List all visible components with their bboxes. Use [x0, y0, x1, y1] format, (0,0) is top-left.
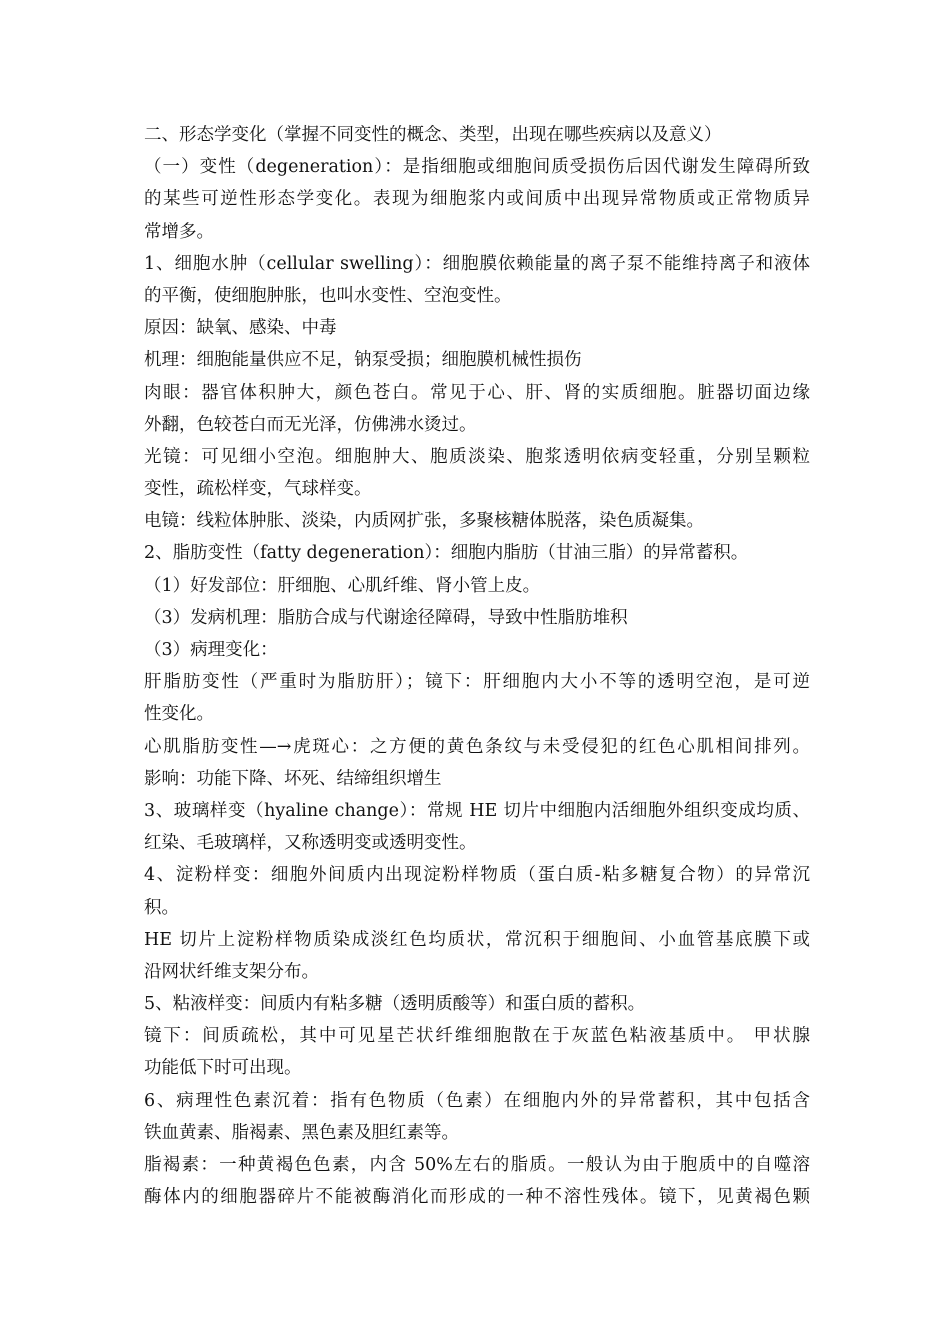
paragraph-line: 4、淀粉样变：细胞外间质内出现淀粉样物质（蛋白质-粘多糖复合物）的异常沉 [144, 865, 810, 886]
paragraph-line: 影响：功能下降、坏死、结缔组织增生 [144, 768, 442, 789]
paragraph-line: 肉眼：器官体积肿大，颜色苍白。常见于心、肝、肾的实质细胞。脏器切面边缘 [144, 382, 810, 403]
paragraph-line: 积。 [144, 897, 179, 918]
paragraph-line: 变性，疏松样变，气球样变。 [144, 479, 372, 500]
paragraph-line: （1）好发部位：肝细胞、心肌纤维、肾小管上皮。 [144, 575, 541, 596]
paragraph-line: （3）病理变化： [144, 640, 278, 660]
paragraph-line: 1、细胞水肿（cellular swelling）：细胞膜依赖能量的离子泵不能维持离子和液体 [144, 253, 810, 274]
paragraph-line: 2、脂肪变性（fatty degeneration）：细胞内脂肪（甘油三脂）的异常蓄积。 [144, 543, 749, 564]
paragraph-line: 的平衡，使细胞肿胀，也叫水变性、空泡变性。 [144, 285, 512, 306]
paragraph-line: 功能低下时可出现。 [144, 1058, 302, 1079]
paragraph-line: 脂褐素：一种黄褐色色素，内含 50%左右的脂质。一般认为由于胞质中的自噬溶 [144, 1155, 810, 1175]
paragraph-line: 心肌脂肪变性—→虎斑心：之方便的黄色条纹与未受侵犯的红色心肌相间排列。 [144, 736, 810, 757]
paragraph-line: 沿网状纤维支架分布。 [144, 961, 319, 982]
paragraph-line: （3）发病机理：脂肪合成与代谢途径障碍，导致中性脂肪堆积 [144, 607, 628, 628]
paragraph-line: （一）变性（degeneration）：是指细胞或细胞间质受损伤后因代谢发生障碍所致 [144, 157, 810, 178]
paragraph-line: 酶体内的细胞器碎片不能被酶消化而形成的一种不溶性残体。镜下，见黄褐色颗 [144, 1187, 810, 1208]
paragraph-line: 光镜：可见细小空泡。细胞肿大、胞质淡染、胞浆透明依病变轻重，分别呈颗粒 [144, 446, 810, 467]
paragraph-line: 外翻，色较苍白而无光泽，仿佛沸水烫过。 [144, 414, 477, 435]
paragraph-line: 铁血黄素、脂褐素、黑色素及胆红素等。 [144, 1122, 459, 1143]
paragraph-line: 原因：缺氧、感染、中毒 [144, 318, 337, 339]
section-heading: 二、形态学变化（掌握不同变性的概念、类型，出现在哪些疾病以及意义） [144, 125, 722, 145]
paragraph-line: 5、粘液样变：间质内有粘多糖（透明质酸等）和蛋白质的蓄积。 [144, 994, 646, 1015]
paragraph-line: 的某些可逆性形态学变化。表现为细胞浆内或间质中出现异常物质或正常物质异 [144, 189, 810, 210]
paragraph-line: 6、病理性色素沉着：指有色物质（色素）在细胞内外的异常蓄积，其中包括含 [144, 1090, 810, 1111]
paragraph-line: 肝脂肪变性（严重时为脂肪肝）；镜下：肝细胞内大小不等的透明空泡，是可逆 [144, 672, 810, 693]
paragraph-line: 电镜：线粒体肿胀、淡染，内质网扩张，多聚核糖体脱落，染色质凝集。 [144, 511, 704, 532]
paragraph-line: 3、玻璃样变（hyaline change）：常规 HE 切片中细胞内活细胞外组织变成均质、 [144, 800, 810, 821]
paragraph-line: 机理：细胞能量供应不足，钠泵受损；细胞膜机械性损伤 [144, 350, 582, 371]
document-body [144, 119, 810, 1213]
paragraph-line: 常增多。 [144, 221, 214, 242]
paragraph-line: 镜下：间质疏松，其中可见星芒状纤维细胞散在于灰蓝色粘液基质中。 甲状腺 [144, 1026, 810, 1047]
paragraph-line: 性变化。 [144, 704, 214, 725]
paragraph-line: HE 切片上淀粉样物质染成淡红色均质状，常沉积于细胞间、小血管基底膜下或 [144, 929, 810, 950]
paragraph-line: 红染、毛玻璃样，又称透明变或透明变性。 [144, 833, 477, 854]
